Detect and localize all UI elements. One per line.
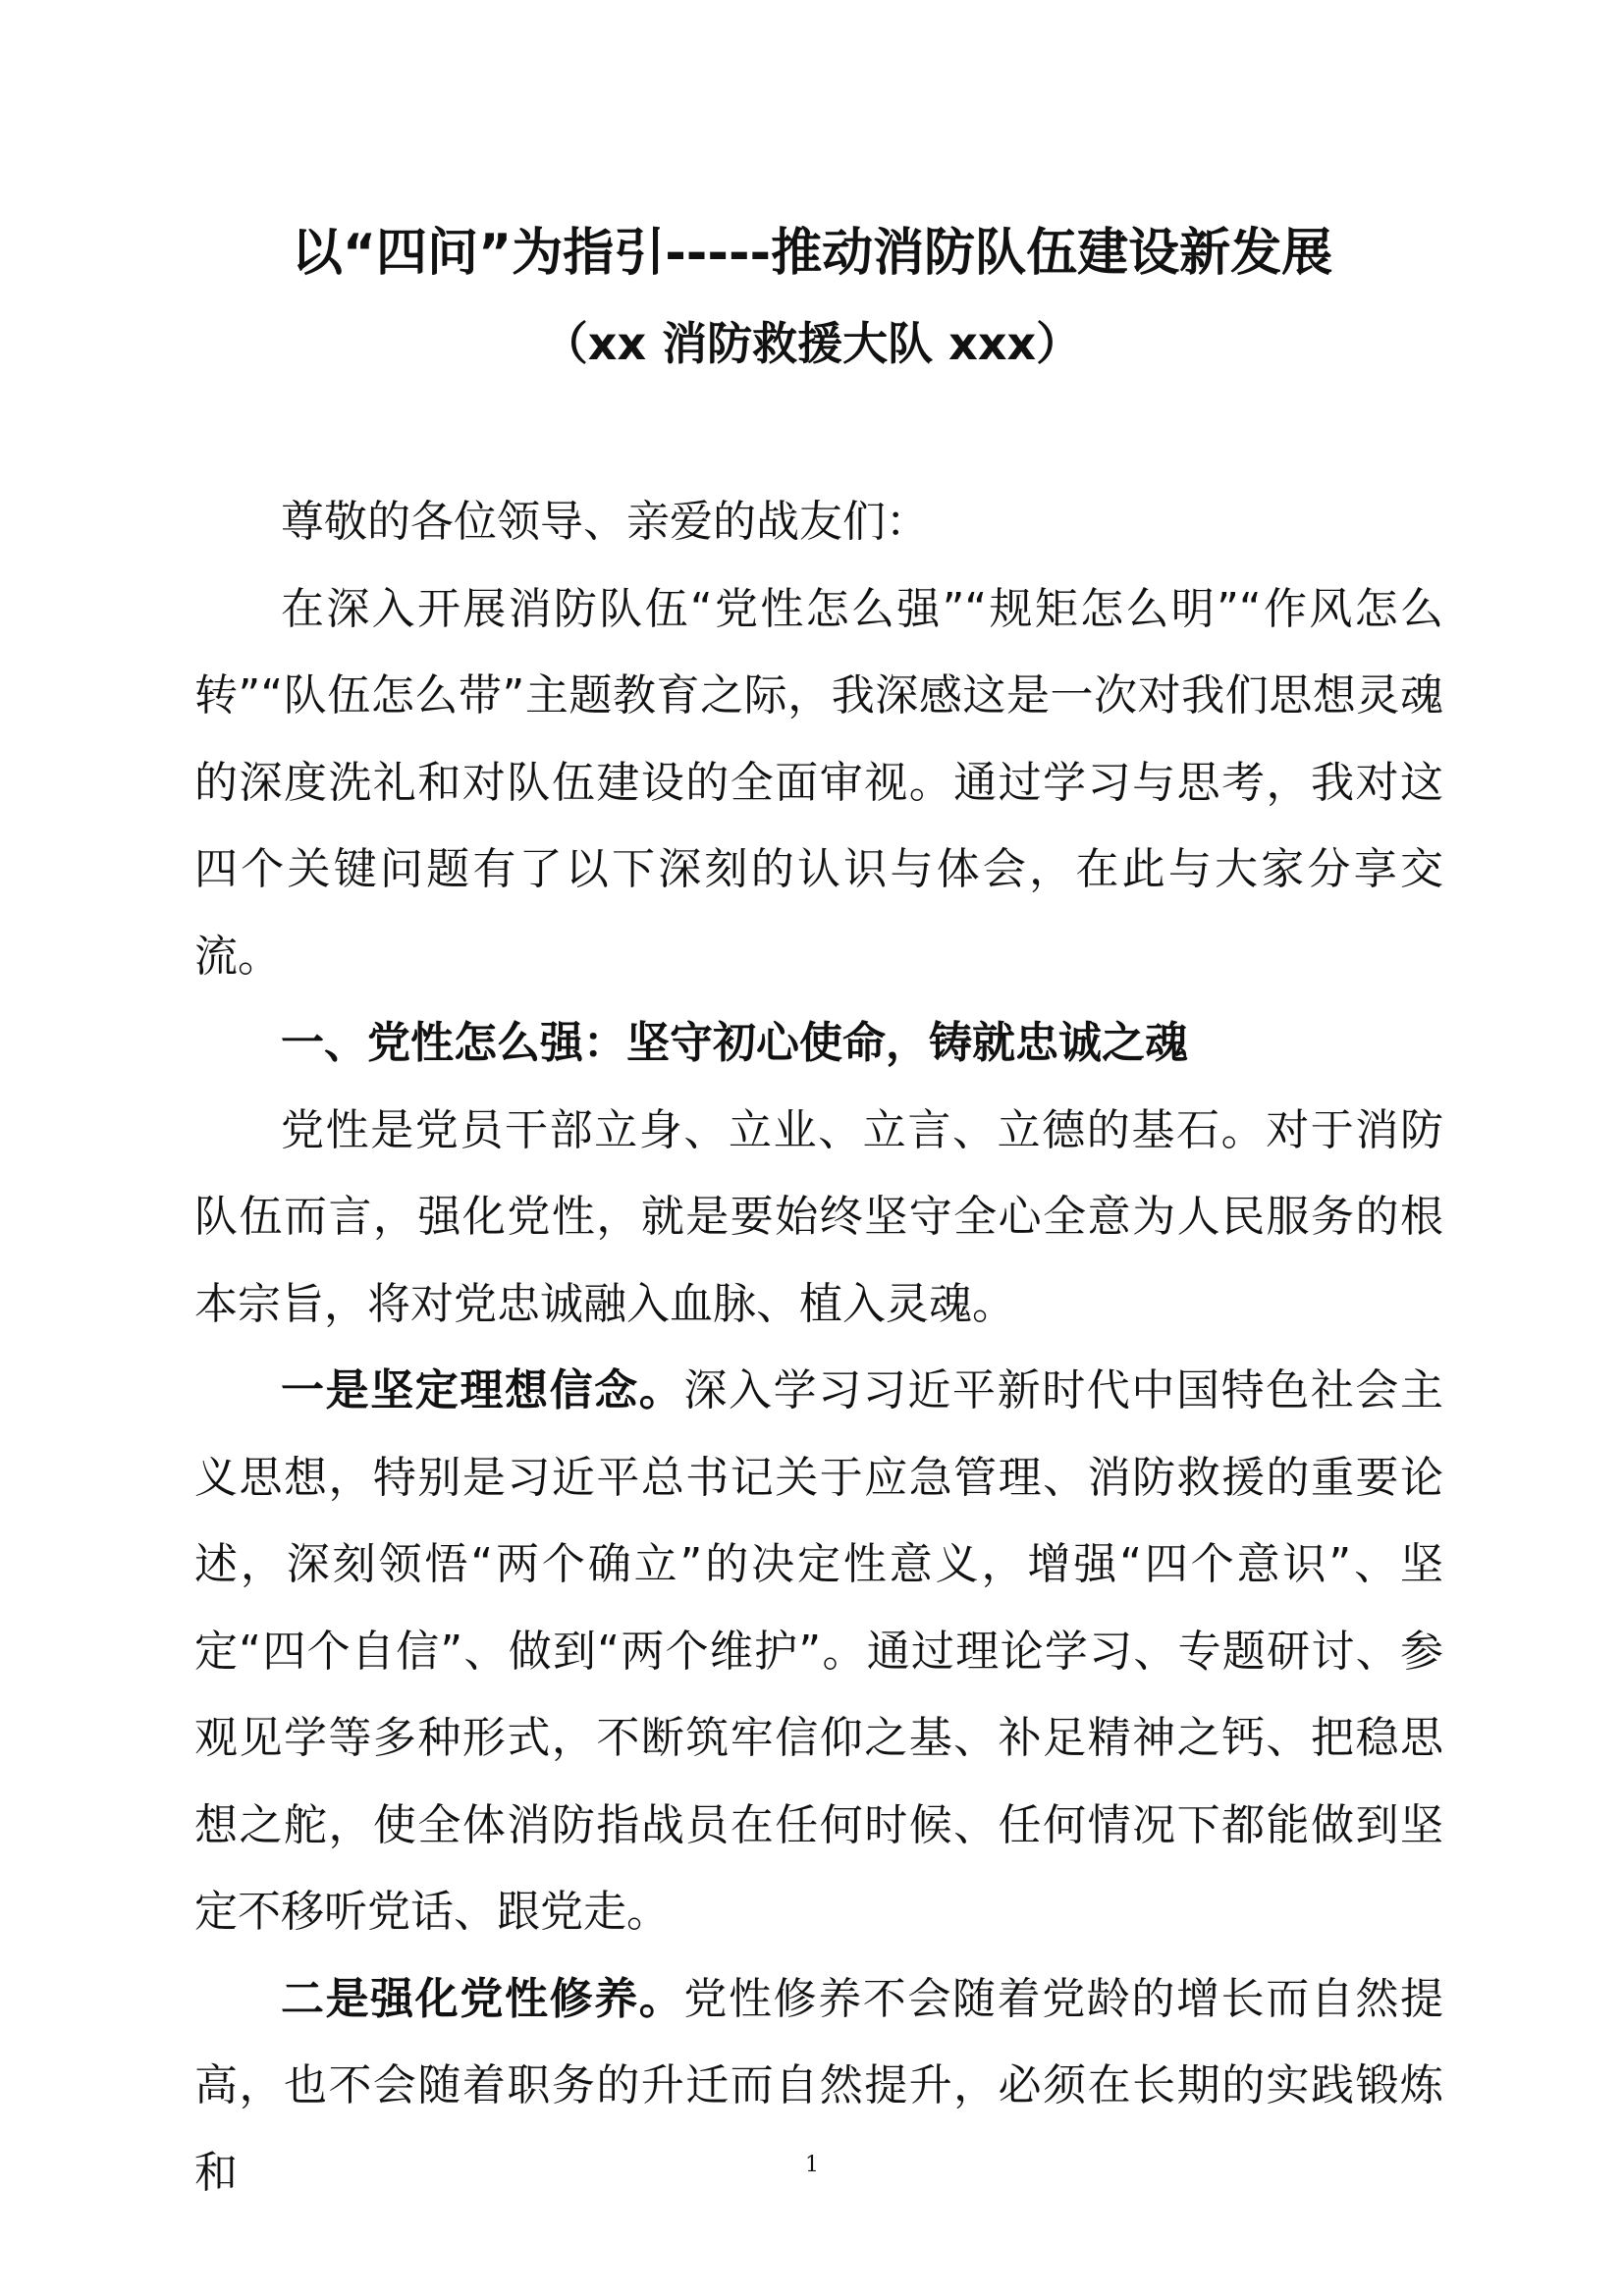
- point-1-paragraph: [194, 1348, 1443, 1956]
- point-1-lead: 一是坚定理想信念。: [281, 1365, 684, 1415]
- point-2-text: 党性修养不会随着党龄的增长而自然提高，也不会随着职务的升迁而自然提升，必须在长期的实践锻炼和: [194, 1973, 1444, 2198]
- greeting-paragraph: 尊敬的各位领导、亲爱的战友们：: [281, 497, 929, 547]
- intro-paragraph: 在深入开展消防队伍“党性怎么强”“规矩怎么明”“作风怎么转”“队伍怎么带”主题教育之际，我深感这是一次对我们思想灵魂的深度洗礼和对队伍建设的全面审视。通过学习与思考，我对这四个关键问题有了以下深刻的认识与体会，在此与大家分享交流。: [194, 583, 1443, 982]
- page-number: 1: [805, 2153, 819, 2177]
- point-1-text: 深入学习习近平新时代中国特色社会主义思想，特别是习近平总书记关于应急管理、消防救援的重要论述，深刻领悟“两个确立”的决定性意义，增强“四个意识”、坚定“四个自信”、做到“两个维护”。通过理论学习、专题研讨、参观见学等多种形式，不断筑牢信仰之基、补足精神之钙、把稳思想之舵，使全体消防指战员在任何时候、任何情况下都能做到坚定不移听党话、跟党走。: [194, 1365, 1444, 1937]
- point-2-lead: 二是强化党性修养。: [281, 1973, 684, 2024]
- section-heading-1: 一、党性怎么强：坚守初心使命，铸就忠诚之魂: [281, 1018, 1188, 1068]
- section-1-paragraph: 党性是党员干部立身、立业、立言、立德的基石。对于消防队伍而言，强化党性，就是要始终坚守全心全意为人民服务的根本宗旨，将对党忠诚融入血脉、植入灵魂。: [194, 1104, 1443, 1329]
- document-body: [194, 479, 1443, 2216]
- document-title: 以“四问”为指引-----推动消防队伍建设新发展: [291, 224, 1333, 283]
- document-subtitle: （xx 消防救援大队 xxx）: [542, 317, 1082, 370]
